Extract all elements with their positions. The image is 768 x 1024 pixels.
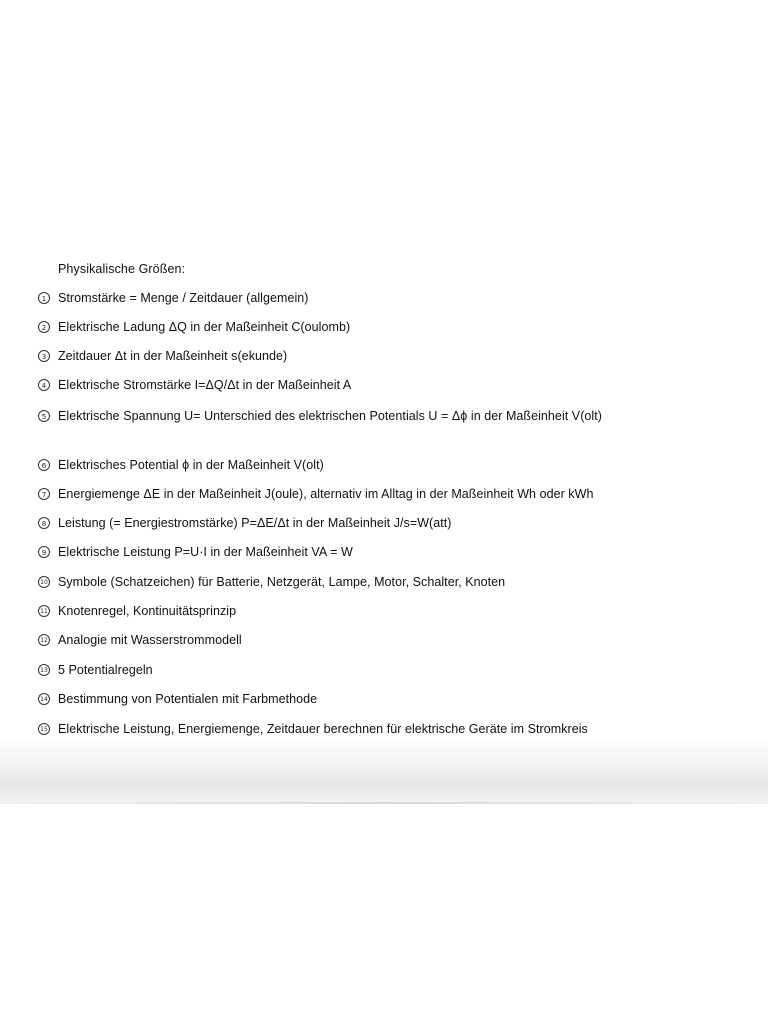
list-item (38, 690, 738, 709)
circled-number: 13 (38, 664, 50, 676)
circled-number: 5 (38, 410, 50, 422)
circled-number: 1 (38, 292, 50, 304)
list-item-text: Elektrische Ladung ΔQ in der Maßeinheit C(oulomb) (58, 320, 351, 334)
list-item (38, 573, 738, 592)
list-item (38, 347, 738, 366)
circled-number: 14 (38, 693, 50, 705)
list-item-text: Symbole (Schatzeichen) für Batterie, Netzgerät, Lampe, Motor, Schalter, Knoten (58, 575, 506, 589)
circled-number: 4 (38, 379, 50, 391)
circled-number: 2 (38, 321, 50, 333)
circled-number: 3 (38, 350, 50, 362)
shadow-edge (0, 802, 768, 804)
list-item-text: Stromstärke = Menge / Zeitdauer (allgemein) (58, 291, 309, 305)
list-item (38, 720, 738, 739)
list-item-text: Analogie mit Wasserstrommodell (58, 633, 242, 647)
list-item-text: 5 Potentialregeln (58, 663, 153, 677)
circled-number: 7 (38, 488, 50, 500)
list-item-text: Elektrische Leistung P=U·I in der Maßeinheit VA = W (58, 545, 353, 559)
list-item-text: Knotenregel, Kontinuitätsprinzip (58, 604, 237, 618)
list-item (38, 289, 738, 308)
list-item-text: Zeitdauer Δt in der Maßeinheit s(ekunde) (58, 349, 288, 363)
list-item (38, 514, 738, 533)
list-item-text: Leistung (= Energiestromstärke) P=ΔE/Δt in der Maßeinheit J/s=W(att) (58, 516, 452, 530)
list-item (38, 485, 738, 504)
circled-number: 10 (38, 576, 50, 588)
list-item (38, 661, 738, 680)
list-item (38, 602, 738, 621)
list-item (38, 407, 738, 426)
circled-number: 11 (38, 605, 50, 617)
list-item-text: Bestimmung von Potentialen mit Farbmethode (58, 692, 318, 706)
circled-number: 15 (38, 723, 50, 735)
circled-number: 6 (38, 459, 50, 471)
list-item (38, 456, 738, 475)
list-item (38, 318, 738, 337)
list-item-text: Energiemenge ΔE in der Maßeinheit J(oule), alternativ im Alltag in der Maßeinheit Wh oder kWh (58, 487, 594, 501)
circled-number: 12 (38, 634, 50, 646)
list-item-text: Elektrische Stromstärke I=ΔQ/Δt in der Maßeinheit A (58, 378, 352, 392)
list-item (38, 543, 738, 562)
circled-number: 9 (38, 546, 50, 558)
document-heading: Physikalische Größen: (58, 262, 186, 276)
shadow-band (0, 738, 768, 804)
list-item (38, 631, 738, 650)
list-item-text: Elektrisches Potential ϕ in der Maßeinheit V(olt) (58, 458, 324, 472)
list-item-text: Elektrische Spannung U= Unterschied des elektrischen Potentials U = Δϕ in der Maßeinheit V(olt) (58, 409, 602, 423)
list-item-text: Elektrische Leistung, Energiemenge, Zeitdauer berechnen für elektrische Geräte im Stromkreis (58, 722, 588, 736)
list-item (38, 376, 738, 395)
circled-number: 8 (38, 517, 50, 529)
